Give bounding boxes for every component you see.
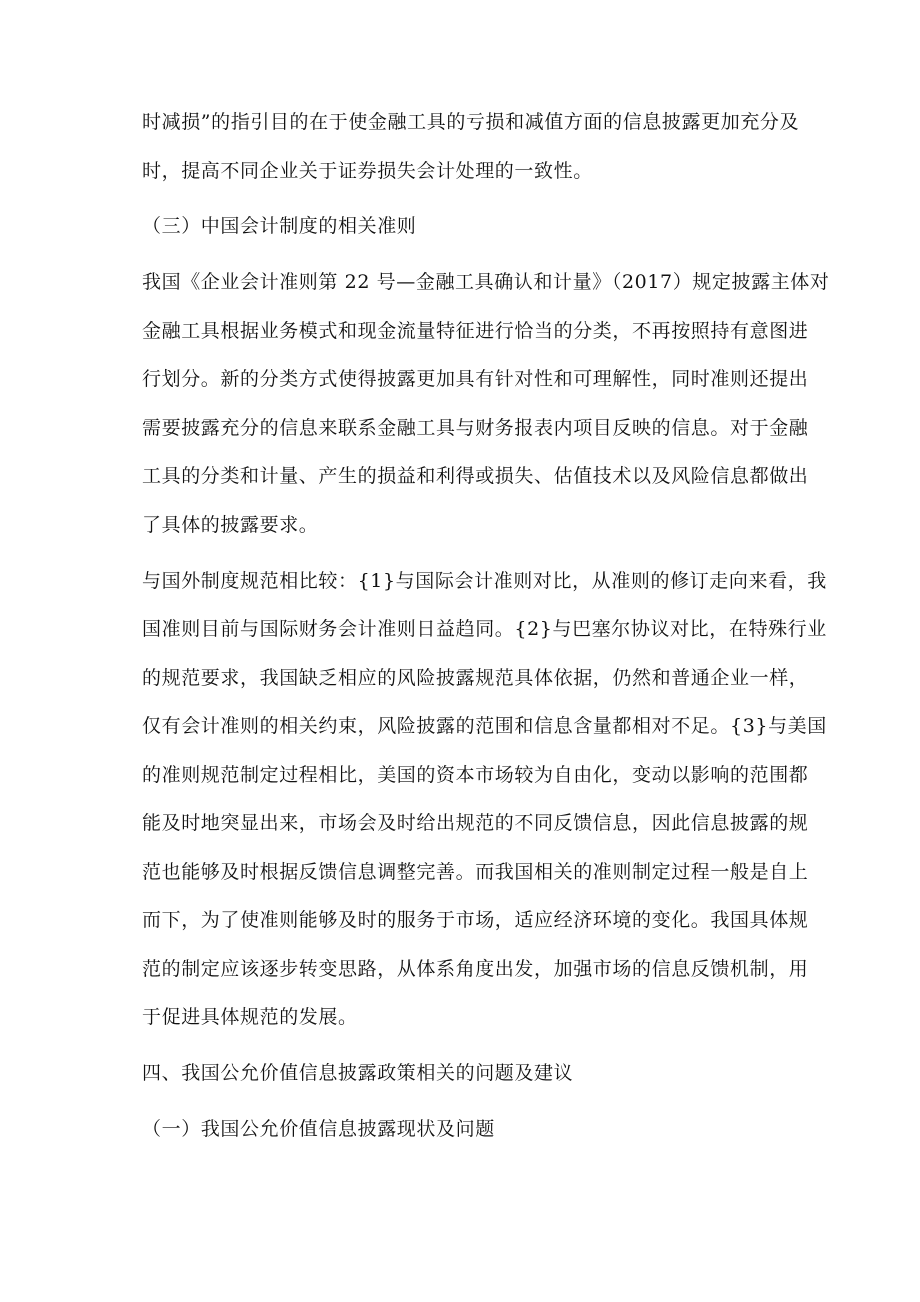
text-line: 范的制定应该逐步转变思路，从体系角度出发，加强市场的信息反馈机制，用	[142, 958, 809, 980]
text-line: 能及时地突显出来，市场会及时给出规范的不同反馈信息，因此信息披露的规	[142, 812, 809, 834]
text-line: 于促进具体规范的发展。	[142, 1006, 358, 1028]
text-line: 工具的分类和计量、产生的损益和利得或损失、估值技术以及风险信息都做出	[142, 465, 809, 487]
text-line: 范也能够及时根据反馈信息调整完善。而我国相关的准则制定过程一般是自上	[142, 861, 809, 883]
subsection-heading: （一）我国公允价值信息披露现状及问题	[142, 1118, 495, 1140]
section-heading: （三）中国会计制度的相关准则	[142, 215, 417, 237]
text-line: 行划分。新的分类方式使得披露更加具有针对性和可理解性，同时准则还提出	[142, 368, 809, 390]
text-line: 时，提高不同企业关于证券损失会计处理的一致性。	[142, 160, 593, 182]
text-line: 的规范要求，我国缺乏相应的风险披露规范具体依据，仍然和普通企业一样，	[142, 667, 809, 689]
text-line: 国准则目前与国际财务会计准则日益趋同。{2}与巴塞尔协议对比，在特殊行业	[142, 618, 827, 640]
text-line: 了具体的披露要求。	[142, 514, 319, 536]
text-line: 需要披露充分的信息来联系金融工具与财务报表内项目反映的信息。对于金融	[142, 417, 809, 439]
section-heading: 四、我国公允价值信息披露政策相关的问题及建议	[142, 1062, 574, 1084]
text-line: 而下，为了使准则能够及时的服务于市场，适应经济环境的变化。我国具体规	[142, 909, 809, 931]
text-line: 金融工具根据业务模式和现金流量特征进行恰当的分类，不再按照持有意图进	[142, 320, 809, 342]
text-line: 时减损”的指引目的在于使金融工具的亏损和减值方面的信息披露更加充分及	[142, 111, 800, 133]
text-line: 我国《企业会计准则第 22 号—金融工具确认和计量》（2017）规定披露主体对	[142, 271, 830, 293]
text-line: 仅有会计准则的相关约束，风险披露的范围和信息含量都相对不足。{3}与美国	[142, 715, 827, 737]
text-line: 的准则规范制定过程相比，美国的资本市场较为自由化，变动以影响的范围都	[142, 764, 809, 786]
text-line: 与国外制度规范相比较：{1}与国际会计准则对比，从准则的修订走向来看，我	[142, 570, 827, 592]
